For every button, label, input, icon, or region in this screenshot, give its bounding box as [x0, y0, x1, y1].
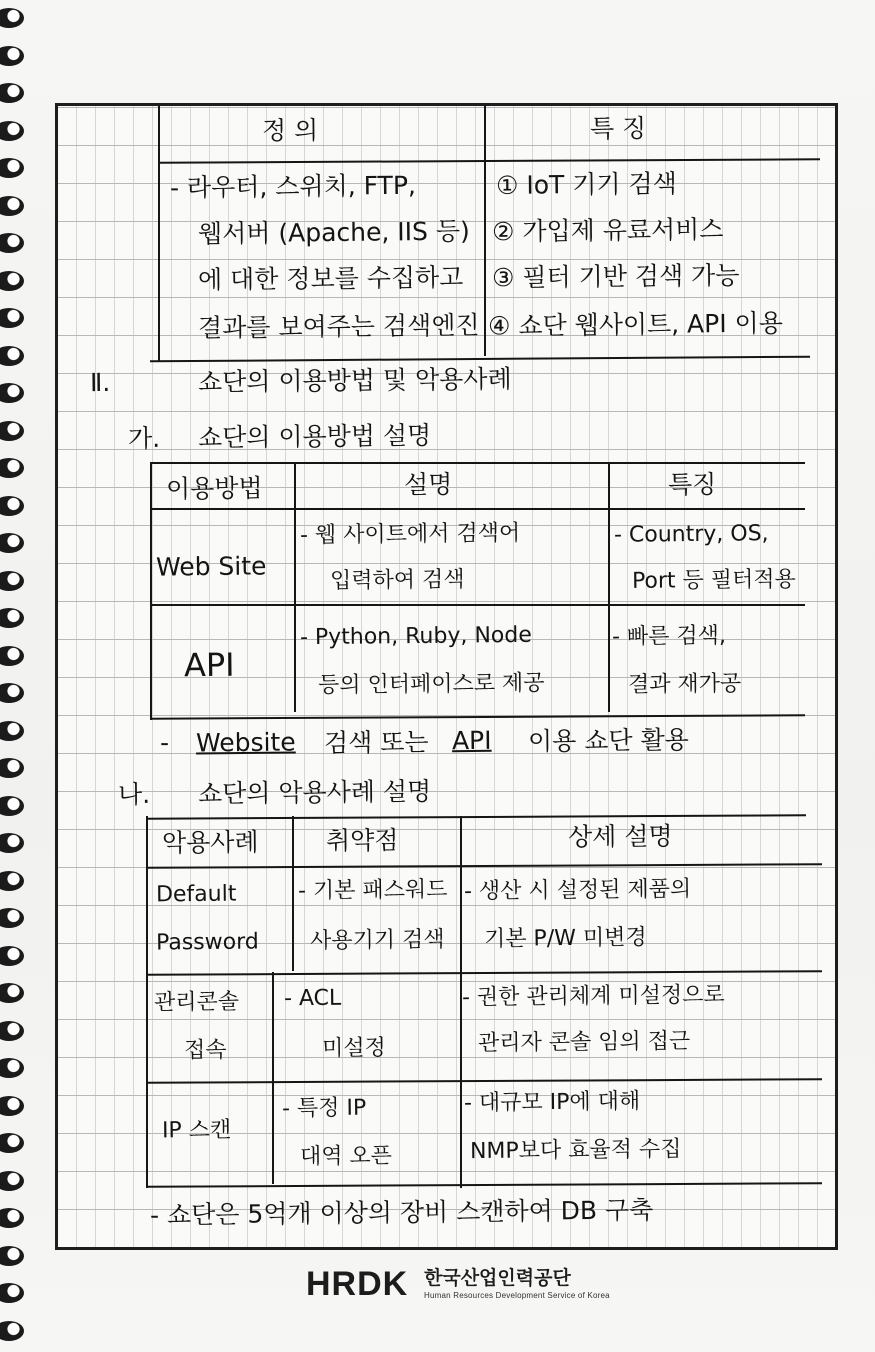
detail-cell: 관리자 콘솔 임의 접근: [477, 1028, 691, 1057]
table1-header-features: 특 징: [589, 113, 647, 144]
spiral-ring: [0, 571, 24, 591]
table2-header-method: 이용방법: [165, 473, 263, 504]
definition-line: 웹서버 (Apache, IIS 등): [197, 216, 470, 249]
desc-cell: 등의 인터페이스로 제공: [317, 670, 545, 699]
feature-line: ③ 필터 기반 검색 가능: [491, 260, 740, 293]
spiral-ring: [0, 1133, 24, 1153]
feature-cell: Port 등 필터적용: [631, 567, 796, 594]
spiral-ring: [0, 83, 24, 103]
spiral-ring: [0, 608, 24, 628]
spiral-ring: [0, 8, 24, 28]
spiral-binding: [0, 0, 30, 1352]
table2-header-feature: 특징: [667, 469, 717, 500]
spiral-ring: [0, 1096, 24, 1116]
detail-cell: - 대규모 IP에 대해: [463, 1089, 641, 1116]
vuln-cell: - 기본 패스워드: [297, 877, 448, 904]
spiral-ring: [0, 1283, 24, 1303]
feature-cell: - Country, OS,: [613, 521, 769, 548]
spiral-ring: [0, 1058, 24, 1078]
feature-line: ④ 쇼단 웹사이트, API 이용: [487, 308, 784, 341]
table3-header-case: 악용사례: [161, 827, 259, 858]
note-website: Website: [195, 727, 296, 758]
table2-header-desc: 설명: [403, 469, 453, 500]
spiral-ring: [0, 758, 24, 778]
table1-header-definition: 정 의: [261, 115, 319, 146]
definition-line: 에 대한 정보를 수집하고: [197, 262, 464, 295]
spiral-ring: [0, 871, 24, 891]
definition-line: 결과를 보여주는 검색엔진: [197, 310, 480, 343]
table3-header-vuln: 취약점: [325, 825, 399, 856]
method-cell: Web Site: [155, 551, 267, 582]
spiral-ring: [0, 458, 24, 478]
feature-line: ② 가입제 유료서비스: [491, 214, 724, 247]
note-dash: -: [159, 727, 170, 758]
subsection-marker: 나.: [117, 779, 151, 810]
desc-cell: - 웹 사이트에서 검색어: [299, 520, 521, 549]
vuln-cell: 사용기기 검색: [309, 927, 445, 954]
spiral-ring: [0, 1321, 24, 1341]
detail-cell: 기본 P/W 미변경: [483, 925, 647, 952]
section-title: 쇼단의 이용방법 및 악용사례: [197, 364, 512, 397]
feature-line: ① IoT 기기 검색: [495, 169, 677, 200]
note-mid: 검색 또는: [323, 727, 429, 758]
case-cell: Password: [155, 929, 259, 956]
spiral-ring: [0, 308, 24, 328]
spiral-ring: [0, 421, 24, 441]
vuln-cell: 대역 오픈: [299, 1143, 393, 1170]
spiral-ring: [0, 908, 24, 928]
spiral-ring: [0, 158, 24, 178]
feature-cell: 결과 재가공: [627, 671, 742, 698]
method-cell: API: [183, 645, 235, 685]
subsection-title: 쇼단의 악용사례 설명: [197, 776, 432, 809]
desc-cell: 입력하여 검색: [329, 567, 465, 594]
vuln-cell: 미설정: [321, 1035, 386, 1062]
spiral-ring: [0, 533, 24, 553]
feature-cell: - 빠른 검색,: [611, 623, 727, 650]
subsection-marker: 가.: [127, 423, 161, 454]
spiral-ring: [0, 1208, 24, 1228]
spiral-ring: [0, 721, 24, 741]
spiral-ring: [0, 833, 24, 853]
spiral-ring: [0, 346, 24, 366]
vuln-cell: - ACL: [283, 985, 342, 1012]
note-end: 이용 쇼단 활용: [527, 725, 689, 756]
logo-mark: HRDK: [306, 1265, 409, 1303]
spiral-ring: [0, 683, 24, 703]
detail-cell: NMP보다 효율적 수집: [469, 1136, 682, 1165]
spiral-ring: [0, 946, 24, 966]
spiral-ring: [0, 196, 24, 216]
spiral-ring: [0, 1246, 24, 1266]
logo-org-name-kr: 한국산업인력공단: [424, 1267, 571, 1289]
section-marker: Ⅱ.: [89, 367, 111, 398]
detail-cell: - 권한 관리체계 미설정으로: [461, 982, 725, 1011]
spiral-ring: [0, 46, 24, 66]
vuln-cell: - 특정 IP: [281, 1095, 367, 1122]
table3-header-detail: 상세 설명: [567, 821, 673, 852]
spiral-ring: [0, 271, 24, 291]
spiral-ring: [0, 383, 24, 403]
spiral-ring: [0, 646, 24, 666]
spiral-ring: [0, 796, 24, 816]
case-cell: Default: [155, 881, 237, 908]
spiral-ring: [0, 1171, 24, 1191]
case-cell: 접속: [183, 1037, 227, 1064]
spiral-ring: [0, 496, 24, 516]
spiral-ring: [0, 121, 24, 141]
note-api: API: [451, 725, 492, 756]
case-cell: 관리콘솔: [153, 989, 240, 1016]
spiral-ring: [0, 233, 24, 253]
definition-line: - 라우터, 스위치, FTP,: [169, 170, 417, 203]
logo-org-name-en: Human Resources Development Service of Korea: [424, 1291, 610, 1300]
detail-cell: - 생산 시 설정된 제품의: [463, 876, 692, 905]
subsection-title: 쇼단의 이용방법 설명: [197, 420, 432, 453]
spiral-ring: [0, 983, 24, 1003]
scan-note: - 쇼단은 5억개 이상의 장비 스캔하여 DB 구축: [149, 1195, 654, 1230]
case-cell: IP 스캔: [161, 1117, 232, 1144]
spiral-ring: [0, 1021, 24, 1041]
desc-cell: - Python, Ruby, Node: [299, 622, 532, 651]
